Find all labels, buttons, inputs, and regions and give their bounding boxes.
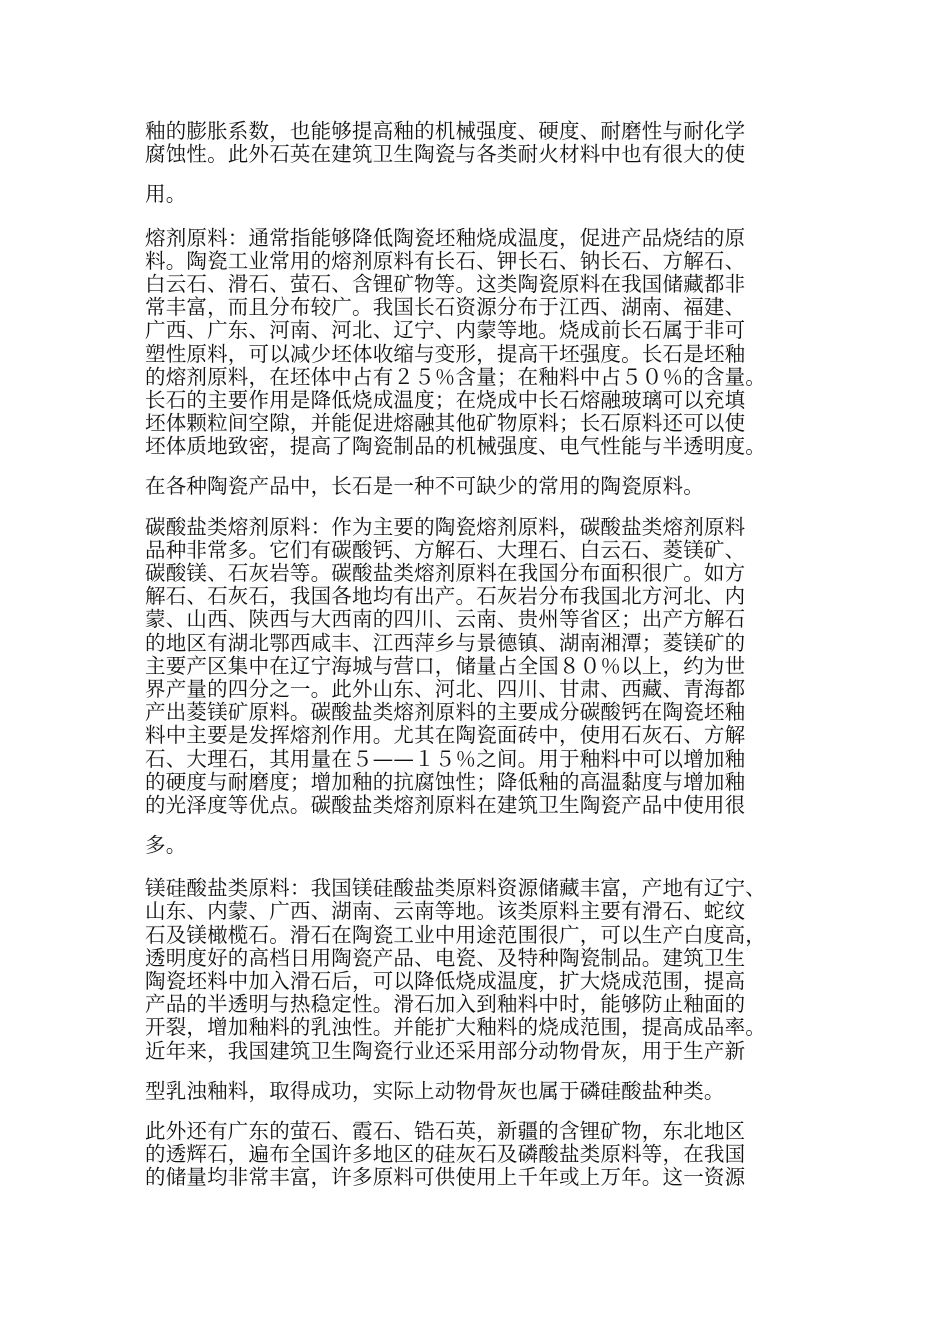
text-line: 的地区有湖北鄂西咸丰、江西萍乡与景德镇、湖南湘潭；菱镁矿的 [145, 631, 746, 655]
text-line: 产出菱镁矿原料。碳酸盐类熔剂原料的主要成分碳酸钙在陶瓷坯釉 [145, 701, 746, 725]
text-line: 料中主要是发挥熔剂作用。尤其在陶瓷面砖中，使用石灰石、方解 [145, 724, 746, 748]
text-line: 多。 [145, 834, 187, 858]
text-line: 此外还有广东的萤石、霞石、锆石英，新疆的含锂矿物，东北地区 [145, 1119, 746, 1143]
paragraph-bone-ash-end [145, 1080, 810, 1103]
text-line: 在各种陶瓷产品中，长石是一种不可缺少的常用的陶瓷原料。 [145, 475, 704, 499]
text-line: 石、大理石，其用量在５——１５％之间。用于釉料中可以增加釉 [145, 747, 746, 771]
text-line: 白云石、滑石、萤石、含锂矿物等。这类陶瓷原料在我国储藏都非 [145, 272, 746, 296]
paragraph-carbonate-end [145, 834, 810, 857]
text-line: 陶瓷坯料中加入滑石后，可以降低烧成温度，扩大烧成范围，提高 [145, 970, 746, 993]
document-body [145, 120, 810, 1203]
paragraph-quartz-continuation [145, 120, 810, 166]
text-line: 常丰富，而且分布较广。我国长石资源分布于江西、湖南、福建、 [145, 296, 746, 320]
text-line: 的熔剂原料，在坯体中占有２５％含量；在釉料中占５０％的含量。 [145, 365, 766, 389]
text-line: 长石的主要作用是降低烧成温度；在烧成中长石熔融玻璃可以充填 [145, 388, 746, 412]
text-line: 解石、石灰石，我国各地均有出产。石灰岩分布我国北方河北、内 [145, 585, 746, 609]
text-line: 主要产区集中在辽宁海城与营口，储量占全国８０％以上，约为世 [145, 654, 746, 678]
text-line: 界产量的四分之一。此外山东、河北、四川、甘肃、西藏、青海都 [145, 677, 746, 701]
text-line: 的硬度与耐磨度；增加釉的抗腐蚀性；降低釉的高温黏度与增加釉 [145, 770, 746, 794]
text-line: 透明度好的高档日用陶瓷产品、电瓷、及特种陶瓷制品。建筑卫生 [145, 946, 746, 970]
text-line: 坯体颗粒间空隙，并能促进熔融其他矿物原料；长石原料还可以使 [145, 412, 746, 436]
text-line: 蒙、山西、陕西与大西南的四川、云南、贵州等省区；出产方解石 [145, 608, 746, 632]
text-line: 碳酸镁、石灰岩等。碳酸盐类熔剂原料在我国分布面积很广。如方 [145, 562, 746, 585]
text-line: 镁硅酸盐类原料：我国镁硅酸盐类原料资源储藏丰富，产地有辽宁、 [145, 877, 766, 901]
text-line: 产品的半透明与热稳定性。滑石加入到釉料中时，能够防止釉面的 [145, 993, 746, 1017]
text-line: 釉的膨胀系数，也能够提高釉的机械强度、硬度、耐磨性与耐化学 [145, 120, 746, 143]
text-line: 广西、广东、河南、河北、辽宁、内蒙等地。烧成前长石属于非可 [145, 319, 746, 343]
text-line: 山东、内蒙、广西、湖南、云南等地。该类原料主要有滑石、蛇纹 [145, 900, 746, 924]
text-line: 坯体质地致密，提高了陶瓷制品的机械强度、电气性能与半透明度。 [145, 435, 766, 459]
text-line: 用。 [145, 183, 187, 207]
paragraph-magnesium-silicate [145, 877, 810, 1063]
text-line: 碳酸盐类熔剂原料：作为主要的陶瓷熔剂原料，碳酸盐类熔剂原料 [145, 515, 746, 539]
text-line: 腐蚀性。此外石英在建筑卫生陶瓷与各类耐火材料中也有很大的使 [145, 143, 746, 167]
text-line: 的储量均非常丰富，许多原料可供使用上千年或上万年。这一资源 [145, 1166, 746, 1190]
text-line: 近年来，我国建筑卫生陶瓷行业还采用部分动物骨灰，用于生产新 [145, 1039, 746, 1063]
paragraph-other-minerals [145, 1120, 810, 1190]
text-line: 熔剂原料：通常指能够降低陶瓷坯釉烧成温度，促进产品烧结的原 [145, 226, 746, 250]
paragraph-feldspar-summary [145, 475, 810, 498]
text-line: 型乳浊釉料，取得成功，实际上动物骨灰也属于磷硅酸盐种类。 [145, 1079, 725, 1103]
text-line: 的透辉石，遍布全国许多地区的硅灰石及磷酸盐类原料等，在我国 [145, 1143, 746, 1167]
text-line: 品种非常多。它们有碳酸钙、方解石、大理石、白云石、菱镁矿、 [145, 538, 746, 562]
paragraph-quartz-end [145, 183, 810, 206]
paragraph-carbonate-flux [145, 516, 810, 817]
text-line: 料。陶瓷工业常用的熔剂原料有长石、钾长石、钠长石、方解石、 [145, 249, 746, 273]
text-line: 开裂，增加釉料的乳浊性。并能扩大釉料的烧成范围，提高成品率。 [145, 1016, 766, 1040]
text-line: 石及镁橄榄石。滑石在陶瓷工业中用途范围很广，可以生产白度高， [145, 923, 766, 947]
text-line: 塑性原料，可以减少坯体收缩与变形，提高干坯强度。长石是坯釉 [145, 342, 746, 366]
text-line: 的光泽度等优点。碳酸盐类熔剂原料在建筑卫生陶瓷产品中使用很 [145, 793, 746, 817]
paragraph-flux-materials [145, 227, 810, 459]
